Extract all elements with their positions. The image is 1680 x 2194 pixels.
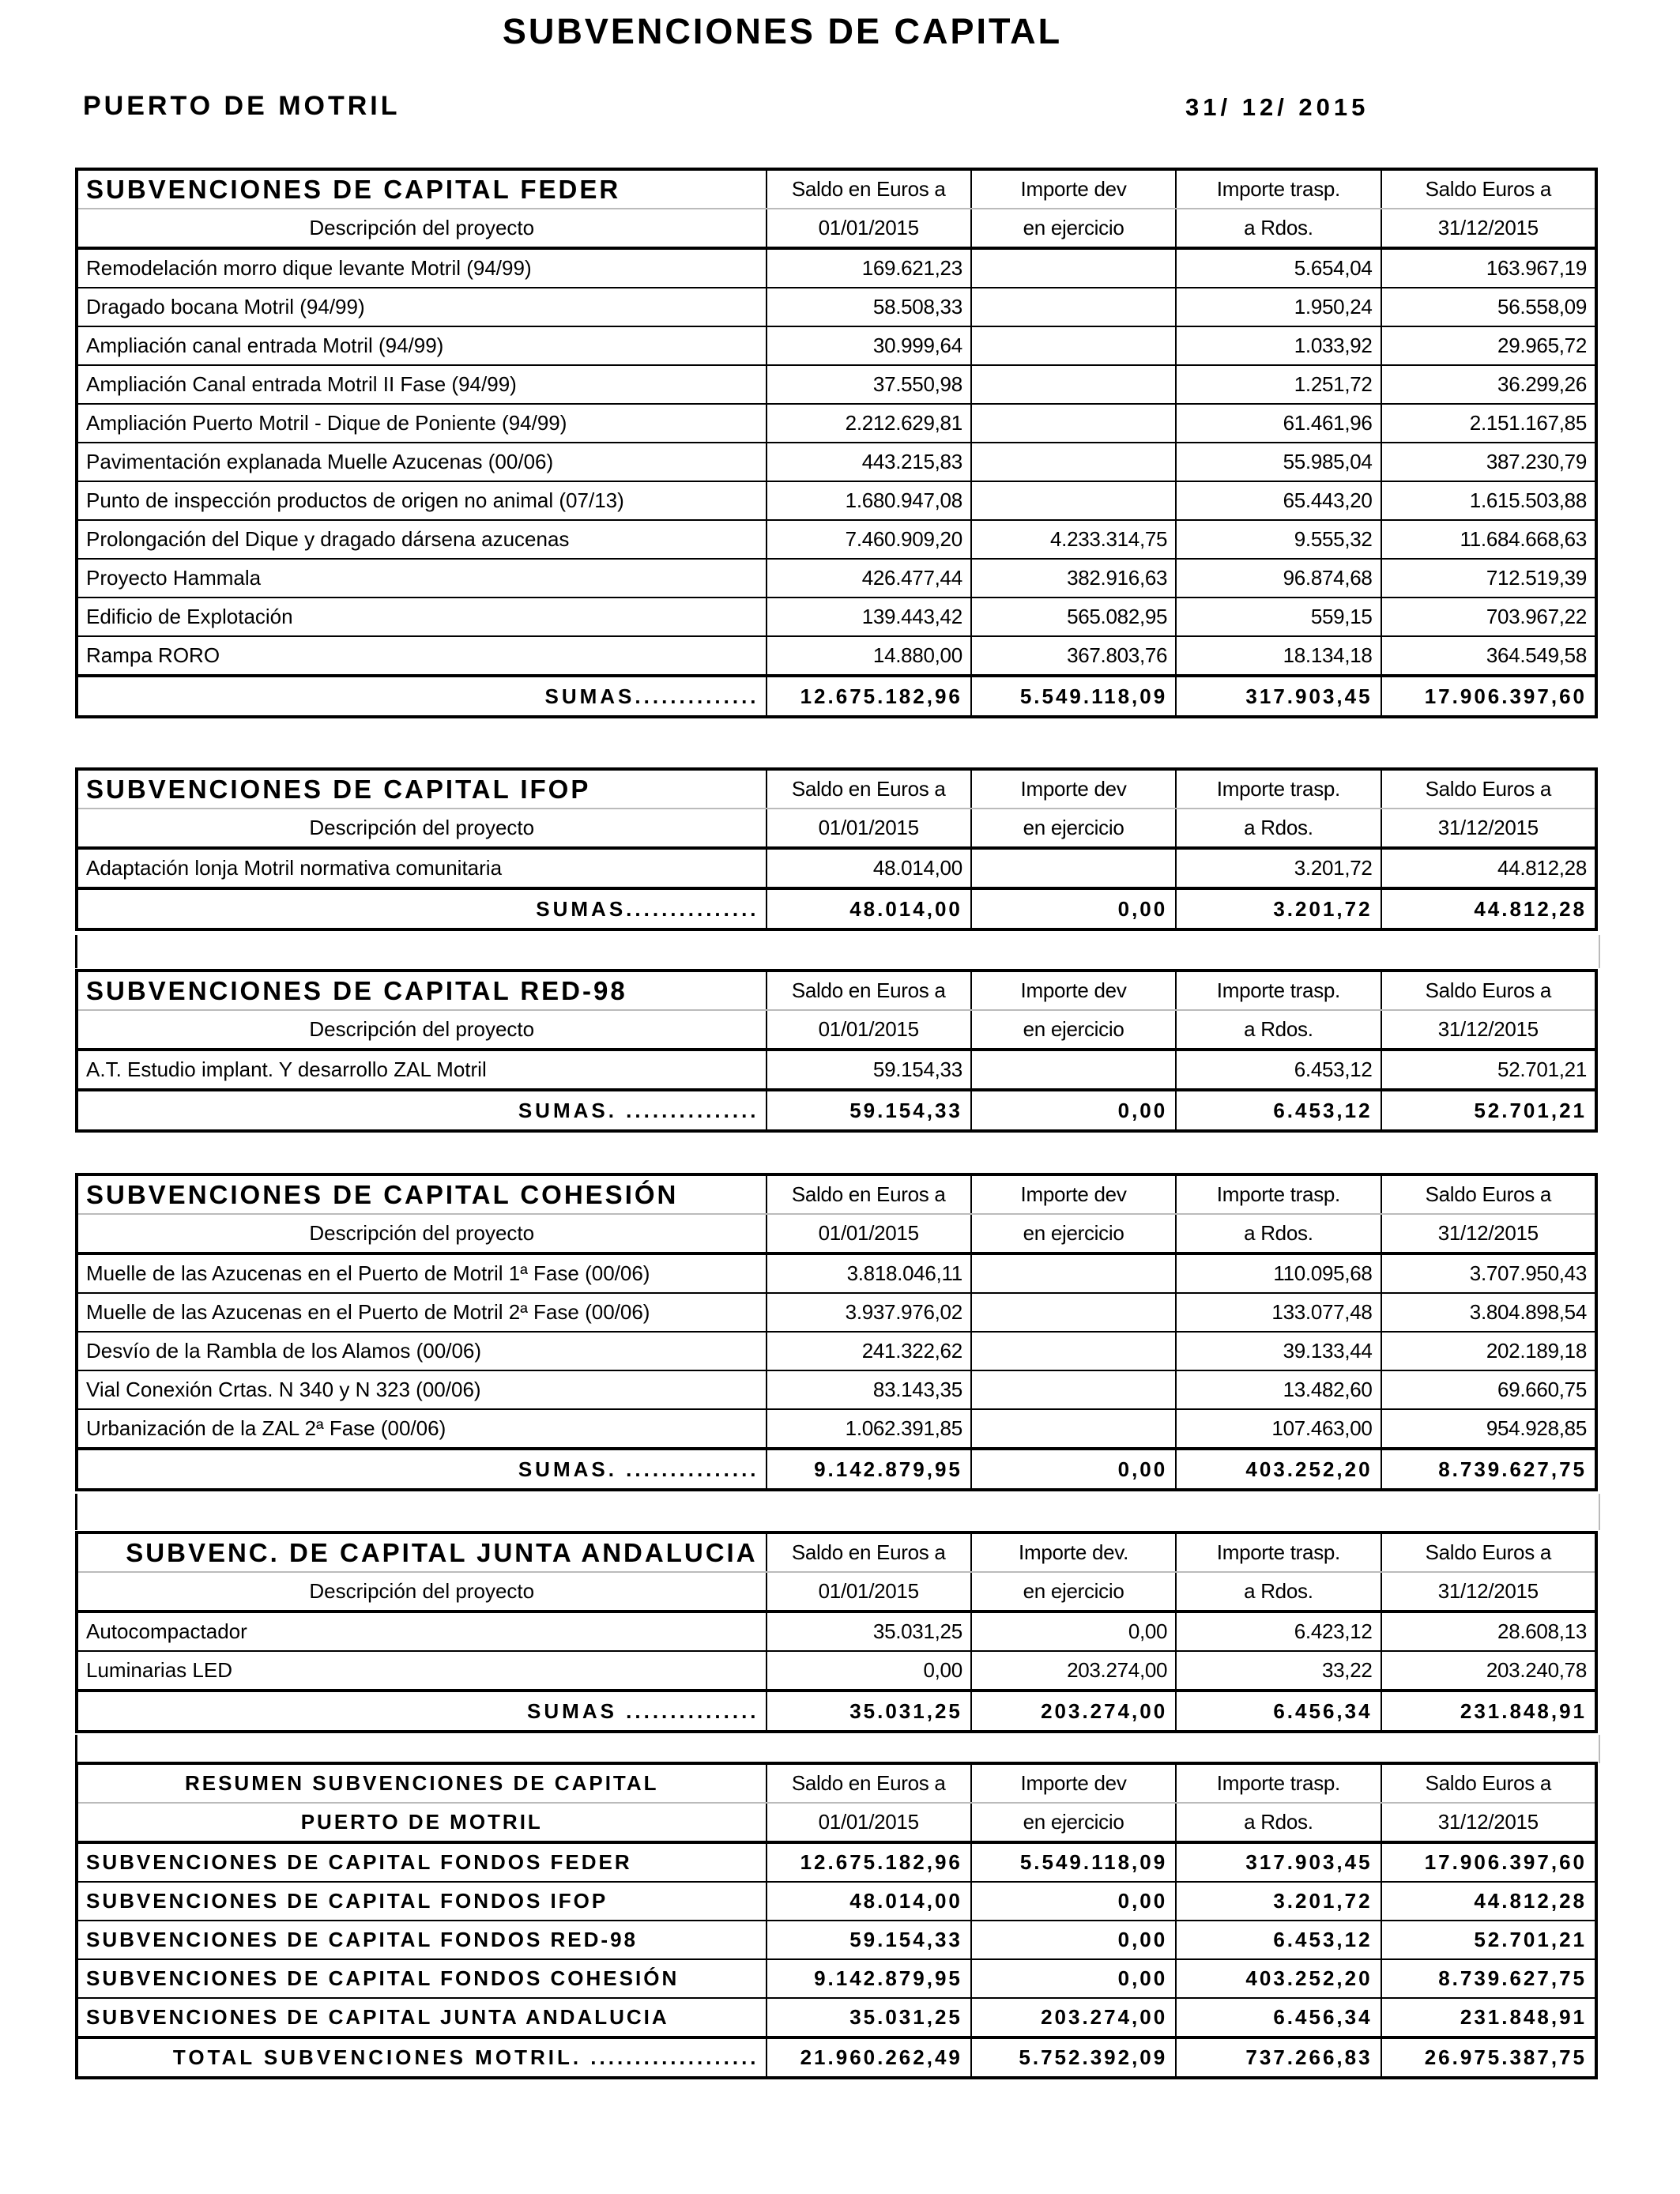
- importe-trasp-cell: 317.903,45: [1176, 1842, 1381, 1882]
- sums-row: [77, 1449, 1596, 1490]
- importe-trasp-cell: 3.201,72: [1176, 848, 1381, 888]
- header-row-2: [77, 1803, 1596, 1842]
- fund-name: SUBVENCIONES DE CAPITAL FONDOS COHESIÓN: [77, 1959, 767, 1998]
- trasp-header: Importe trasp.: [1176, 1532, 1381, 1572]
- section-title: SUBVENCIONES DE CAPITAL RED-98: [77, 971, 767, 1010]
- dev-header: Importe dev: [971, 1763, 1176, 1803]
- header-row-1: [77, 971, 1596, 1010]
- saldo-final-header: Saldo Euros a: [1381, 971, 1596, 1010]
- header-row-2: [77, 209, 1596, 248]
- saldo-header: Saldo en Euros a: [767, 1763, 971, 1803]
- importe-dev-cell: [971, 1253, 1176, 1293]
- importe-trasp-cell: 1.950,24: [1176, 288, 1381, 326]
- column-subheader: en ejercicio: [971, 809, 1176, 848]
- table-row: [77, 636, 1596, 676]
- project-description: Autocompactador: [77, 1612, 767, 1651]
- importe-dev-cell: [971, 443, 1176, 481]
- project-description: Vial Conexión Crtas. N 340 y N 323 (00/06): [77, 1370, 767, 1409]
- table-row: [77, 288, 1596, 326]
- saldo-inicial-cell: 48.014,00: [767, 848, 971, 888]
- column-subheader: a Rdos.: [1176, 1010, 1381, 1050]
- trasp-header: Importe trasp.: [1176, 971, 1381, 1010]
- column-subheader: a Rdos.: [1176, 209, 1381, 248]
- sum-saldo-inicial-cell: 12.675.182,96: [767, 676, 971, 717]
- column-subheader: 31/12/2015: [1381, 1572, 1596, 1612]
- sums-label: SUMAS...............: [77, 888, 767, 929]
- total-row: [77, 2038, 1596, 2078]
- saldo-inicial-cell: 0,00: [767, 1651, 971, 1691]
- entity-name: PUERTO DE MOTRIL: [83, 91, 401, 121]
- section-table: [75, 1531, 1598, 1733]
- saldo-inicial-cell: 1.680.947,08: [767, 481, 971, 520]
- saldo-final-cell: 17.906.397,60: [1381, 1842, 1596, 1882]
- table-row: [77, 1253, 1596, 1293]
- summary-section: [75, 1762, 1598, 2079]
- saldo-inicial-cell: 1.062.391,85: [767, 1409, 971, 1449]
- project-description: Dragado bocana Motril (94/99): [77, 288, 767, 326]
- sum-saldo-final-cell: 52.701,21: [1381, 1090, 1596, 1131]
- header-row-1: [77, 769, 1596, 809]
- importe-dev-cell: 203.274,00: [971, 1651, 1176, 1691]
- saldo-final-cell: 69.660,75: [1381, 1370, 1596, 1409]
- total-importe-dev-cell: 5.752.392,09: [971, 2038, 1176, 2078]
- saldo-final-cell: 3.707.950,43: [1381, 1253, 1596, 1293]
- sum-importe-dev-cell: 0,00: [971, 1090, 1176, 1131]
- total-importe-trasp-cell: 737.266,83: [1176, 2038, 1381, 2078]
- column-subheader: en ejercicio: [971, 1214, 1176, 1253]
- column-subheader: 31/12/2015: [1381, 1214, 1596, 1253]
- table-row: [77, 248, 1596, 288]
- sums-label: SUMAS ...............: [77, 1691, 767, 1732]
- project-description: Muelle de las Azucenas en el Puerto de Motril 1ª Fase (00/06): [77, 1253, 767, 1293]
- sums-label: SUMAS. ...............: [77, 1090, 767, 1131]
- importe-trasp-cell: 96.874,68: [1176, 559, 1381, 598]
- section-title: SUBVENCIONES DE CAPITAL COHESIÓN: [77, 1174, 767, 1214]
- sum-importe-dev-cell: 0,00: [971, 888, 1176, 929]
- table-row: [77, 559, 1596, 598]
- summary-subtitle: PUERTO DE MOTRIL: [77, 1803, 767, 1842]
- column-subheader: 01/01/2015: [767, 1010, 971, 1050]
- importe-dev-cell: [971, 365, 1176, 404]
- saldo-header: Saldo en Euros a: [767, 769, 971, 809]
- saldo-final-header: Saldo Euros a: [1381, 769, 1596, 809]
- description-header: Descripción del proyecto: [77, 1010, 767, 1050]
- saldo-header: Saldo en Euros a: [767, 971, 971, 1010]
- saldo-final-cell: 954.928,85: [1381, 1409, 1596, 1449]
- saldo-inicial-cell: 59.154,33: [767, 1921, 971, 1959]
- table-row: [77, 481, 1596, 520]
- sum-importe-trasp-cell: 6.453,12: [1176, 1090, 1381, 1131]
- saldo-final-cell: 52.701,21: [1381, 1921, 1596, 1959]
- header-row-1: [77, 1763, 1596, 1803]
- sum-saldo-final-cell: 44.812,28: [1381, 888, 1596, 929]
- section-title: SUBVENC. DE CAPITAL JUNTA ANDALUCIA: [77, 1532, 767, 1572]
- sum-importe-trasp-cell: 6.456,34: [1176, 1691, 1381, 1732]
- section-title: SUBVENCIONES DE CAPITAL IFOP: [77, 769, 767, 809]
- saldo-inicial-cell: 12.675.182,96: [767, 1842, 971, 1882]
- table-row: [77, 1332, 1596, 1370]
- total-label: TOTAL SUBVENCIONES MOTRIL. ...................: [77, 2038, 767, 2078]
- section-table: [75, 969, 1598, 1133]
- column-subheader: a Rdos.: [1176, 1214, 1381, 1253]
- section-ifop: [75, 767, 1598, 931]
- summary-table: [75, 1762, 1598, 2079]
- sums-row: [77, 888, 1596, 929]
- project-description: Edificio de Explotación: [77, 598, 767, 636]
- importe-dev-cell: [971, 1050, 1176, 1090]
- saldo-final-cell: 202.189,18: [1381, 1332, 1596, 1370]
- project-description: Prolongación del Dique y dragado dársena azucenas: [77, 520, 767, 559]
- header-row-2: [77, 809, 1596, 848]
- table-row: [77, 443, 1596, 481]
- table-row: [77, 1612, 1596, 1651]
- saldo-inicial-cell: 139.443,42: [767, 598, 971, 636]
- project-description: Remodelación morro dique levante Motril (94/99): [77, 248, 767, 288]
- trasp-header: Importe trasp.: [1176, 169, 1381, 209]
- saldo-inicial-cell: 443.215,83: [767, 443, 971, 481]
- total-saldo-final-cell: 26.975.387,75: [1381, 2038, 1596, 2078]
- total-saldo-inicial-cell: 21.960.262,49: [767, 2038, 971, 2078]
- column-subheader: 01/01/2015: [767, 1803, 971, 1842]
- section-cohesion: [75, 1173, 1598, 1491]
- sums-label: SUMAS. ...............: [77, 1449, 767, 1490]
- header-row-1: [77, 1174, 1596, 1214]
- importe-trasp-cell: 55.985,04: [1176, 443, 1381, 481]
- dev-header: Importe dev: [971, 971, 1176, 1010]
- column-subheader: a Rdos.: [1176, 809, 1381, 848]
- project-description: Adaptación lonja Motril normativa comunitaria: [77, 848, 767, 888]
- importe-trasp-cell: 6.453,12: [1176, 1050, 1381, 1090]
- saldo-final-cell: 28.608,13: [1381, 1612, 1596, 1651]
- column-subheader: 01/01/2015: [767, 809, 971, 848]
- saldo-final-cell: 52.701,21: [1381, 1050, 1596, 1090]
- section-spacer: [75, 1494, 1600, 1530]
- saldo-final-cell: 8.739.627,75: [1381, 1959, 1596, 1998]
- column-subheader: a Rdos.: [1176, 1572, 1381, 1612]
- importe-dev-cell: [971, 1370, 1176, 1409]
- saldo-inicial-cell: 7.460.909,20: [767, 520, 971, 559]
- importe-dev-cell: [971, 848, 1176, 888]
- importe-trasp-cell: 9.555,32: [1176, 520, 1381, 559]
- sum-saldo-inicial-cell: 59.154,33: [767, 1090, 971, 1131]
- sum-saldo-inicial-cell: 9.142.879,95: [767, 1449, 971, 1490]
- saldo-header: Saldo en Euros a: [767, 1532, 971, 1572]
- importe-trasp-cell: 110.095,68: [1176, 1253, 1381, 1293]
- importe-trasp-cell: 33,22: [1176, 1651, 1381, 1691]
- dev-header: Importe dev: [971, 169, 1176, 209]
- header-row-2: [77, 1214, 1596, 1253]
- project-description: Proyecto Hammala: [77, 559, 767, 598]
- importe-trasp-cell: 61.461,96: [1176, 404, 1381, 443]
- saldo-final-cell: 163.967,19: [1381, 248, 1596, 288]
- column-subheader: en ejercicio: [971, 1803, 1176, 1842]
- sum-importe-trasp-cell: 3.201,72: [1176, 888, 1381, 929]
- saldo-final-header: Saldo Euros a: [1381, 169, 1596, 209]
- saldo-inicial-cell: 3.937.976,02: [767, 1293, 971, 1332]
- sums-row: [77, 1090, 1596, 1131]
- table-row: [77, 1651, 1596, 1691]
- saldo-final-cell: 1.615.503,88: [1381, 481, 1596, 520]
- column-subheader: 31/12/2015: [1381, 209, 1596, 248]
- project-description: Rampa RORO: [77, 636, 767, 676]
- importe-trasp-cell: 559,15: [1176, 598, 1381, 636]
- description-header: Descripción del proyecto: [77, 1572, 767, 1612]
- project-description: Urbanización de la ZAL 2ª Fase (00/06): [77, 1409, 767, 1449]
- saldo-final-header: Saldo Euros a: [1381, 1174, 1596, 1214]
- summary-row: [77, 1921, 1596, 1959]
- importe-dev-cell: 367.803,76: [971, 636, 1176, 676]
- saldo-inicial-cell: 58.508,33: [767, 288, 971, 326]
- project-description: Muelle de las Azucenas en el Puerto de Motril 2ª Fase (00/06): [77, 1293, 767, 1332]
- sum-importe-trasp-cell: 403.252,20: [1176, 1449, 1381, 1490]
- summary-row: [77, 1842, 1596, 1882]
- table-row: [77, 365, 1596, 404]
- importe-trasp-cell: 13.482,60: [1176, 1370, 1381, 1409]
- saldo-inicial-cell: 3.818.046,11: [767, 1253, 971, 1293]
- importe-trasp-cell: 18.134,18: [1176, 636, 1381, 676]
- description-header: Descripción del proyecto: [77, 1214, 767, 1253]
- saldo-inicial-cell: 35.031,25: [767, 1612, 971, 1651]
- project-description: Ampliación canal entrada Motril (94/99): [77, 326, 767, 365]
- table-row: [77, 598, 1596, 636]
- column-subheader: 01/01/2015: [767, 209, 971, 248]
- sum-importe-dev-cell: 0,00: [971, 1449, 1176, 1490]
- column-subheader: 01/01/2015: [767, 1572, 971, 1612]
- fund-name: SUBVENCIONES DE CAPITAL FONDOS IFOP: [77, 1882, 767, 1921]
- report-date: 31/ 12/ 2015: [1185, 93, 1369, 121]
- importe-trasp-cell: 403.252,20: [1176, 1959, 1381, 1998]
- fund-name: SUBVENCIONES DE CAPITAL JUNTA ANDALUCIA: [77, 1998, 767, 2038]
- dev-header: Importe dev: [971, 769, 1176, 809]
- saldo-final-cell: 231.848,91: [1381, 1998, 1596, 2038]
- header-row-2: [77, 1010, 1596, 1050]
- description-header: Descripción del proyecto: [77, 809, 767, 848]
- saldo-final-cell: 364.549,58: [1381, 636, 1596, 676]
- column-subheader: en ejercicio: [971, 209, 1176, 248]
- saldo-header: Saldo en Euros a: [767, 1174, 971, 1214]
- sum-importe-dev-cell: 203.274,00: [971, 1691, 1176, 1732]
- column-subheader: 31/12/2015: [1381, 1803, 1596, 1842]
- saldo-inicial-cell: 30.999,64: [767, 326, 971, 365]
- dev-header: Importe dev.: [971, 1532, 1176, 1572]
- saldo-final-cell: 3.804.898,54: [1381, 1293, 1596, 1332]
- sums-label: SUMAS..............: [77, 676, 767, 717]
- trasp-header: Importe trasp.: [1176, 769, 1381, 809]
- section-title: SUBVENCIONES DE CAPITAL FEDER: [77, 169, 767, 209]
- importe-dev-cell: 5.549.118,09: [971, 1842, 1176, 1882]
- importe-trasp-cell: 65.443,20: [1176, 481, 1381, 520]
- project-description: A.T. Estudio implant. Y desarrollo ZAL Motril: [77, 1050, 767, 1090]
- saldo-inicial-cell: 37.550,98: [767, 365, 971, 404]
- summary-row: [77, 1882, 1596, 1921]
- importe-trasp-cell: 133.077,48: [1176, 1293, 1381, 1332]
- importe-trasp-cell: 6.453,12: [1176, 1921, 1381, 1959]
- table-row: [77, 326, 1596, 365]
- importe-trasp-cell: 107.463,00: [1176, 1409, 1381, 1449]
- importe-dev-cell: [971, 481, 1176, 520]
- fund-name: SUBVENCIONES DE CAPITAL FONDOS FEDER: [77, 1842, 767, 1882]
- saldo-final-cell: 703.967,22: [1381, 598, 1596, 636]
- importe-dev-cell: 203.274,00: [971, 1998, 1176, 2038]
- sums-row: [77, 676, 1596, 717]
- saldo-final-cell: 387.230,79: [1381, 443, 1596, 481]
- project-description: Desvío de la Rambla de los Alamos (00/06): [77, 1332, 767, 1370]
- project-description: Ampliación Canal entrada Motril II Fase (94/99): [77, 365, 767, 404]
- importe-dev-cell: 0,00: [971, 1612, 1176, 1651]
- importe-dev-cell: [971, 404, 1176, 443]
- importe-trasp-cell: 1.251,72: [1176, 365, 1381, 404]
- table-row: [77, 404, 1596, 443]
- table-row: [77, 1370, 1596, 1409]
- importe-dev-cell: [971, 288, 1176, 326]
- importe-trasp-cell: 5.654,04: [1176, 248, 1381, 288]
- section-feder: [75, 168, 1598, 718]
- saldo-final-cell: 36.299,26: [1381, 365, 1596, 404]
- table-row: [77, 848, 1596, 888]
- saldo-final-header: Saldo Euros a: [1381, 1532, 1596, 1572]
- saldo-final-cell: 712.519,39: [1381, 559, 1596, 598]
- description-header: Descripción del proyecto: [77, 209, 767, 248]
- sum-importe-dev-cell: 5.549.118,09: [971, 676, 1176, 717]
- section-spacer: [75, 1735, 1600, 1763]
- sum-saldo-final-cell: 8.739.627,75: [1381, 1449, 1596, 1490]
- saldo-final-cell: 2.151.167,85: [1381, 404, 1596, 443]
- column-subheader: 31/12/2015: [1381, 1010, 1596, 1050]
- section-table: [75, 1173, 1598, 1491]
- sum-saldo-inicial-cell: 35.031,25: [767, 1691, 971, 1732]
- header-row-2: [77, 1572, 1596, 1612]
- saldo-inicial-cell: 426.477,44: [767, 559, 971, 598]
- saldo-final-cell: 11.684.668,63: [1381, 520, 1596, 559]
- column-subheader: a Rdos.: [1176, 1803, 1381, 1842]
- importe-dev-cell: [971, 248, 1176, 288]
- saldo-final-header: Saldo Euros a: [1381, 1763, 1596, 1803]
- importe-dev-cell: 0,00: [971, 1959, 1176, 1998]
- saldo-inicial-cell: 83.143,35: [767, 1370, 971, 1409]
- section-junta-andalucia: [75, 1531, 1598, 1733]
- column-subheader: 01/01/2015: [767, 1214, 971, 1253]
- saldo-inicial-cell: 169.621,23: [767, 248, 971, 288]
- saldo-header: Saldo en Euros a: [767, 169, 971, 209]
- header-row-1: [77, 169, 1596, 209]
- importe-trasp-cell: 6.456,34: [1176, 1998, 1381, 2038]
- trasp-header: Importe trasp.: [1176, 1763, 1381, 1803]
- importe-dev-cell: 565.082,95: [971, 598, 1176, 636]
- column-subheader: 31/12/2015: [1381, 809, 1596, 848]
- summary-row: [77, 1998, 1596, 2038]
- saldo-inicial-cell: 14.880,00: [767, 636, 971, 676]
- summary-title: RESUMEN SUBVENCIONES DE CAPITAL: [77, 1763, 767, 1803]
- importe-dev-cell: [971, 1332, 1176, 1370]
- fund-name: SUBVENCIONES DE CAPITAL FONDOS RED-98: [77, 1921, 767, 1959]
- importe-trasp-cell: 39.133,44: [1176, 1332, 1381, 1370]
- column-subheader: en ejercicio: [971, 1010, 1176, 1050]
- section-spacer: [75, 935, 1600, 968]
- document-title: SUBVENCIONES DE CAPITAL: [502, 11, 1063, 51]
- saldo-inicial-cell: 241.322,62: [767, 1332, 971, 1370]
- saldo-final-cell: 56.558,09: [1381, 288, 1596, 326]
- importe-dev-cell: [971, 326, 1176, 365]
- sums-row: [77, 1691, 1596, 1732]
- importe-dev-cell: 382.916,63: [971, 559, 1176, 598]
- saldo-inicial-cell: 9.142.879,95: [767, 1959, 971, 1998]
- saldo-inicial-cell: 59.154,33: [767, 1050, 971, 1090]
- importe-dev-cell: [971, 1409, 1176, 1449]
- saldo-final-cell: 203.240,78: [1381, 1651, 1596, 1691]
- table-row: [77, 1293, 1596, 1332]
- importe-dev-cell: [971, 1293, 1176, 1332]
- project-description: Punto de inspección productos de origen no animal (07/13): [77, 481, 767, 520]
- saldo-final-cell: 29.965,72: [1381, 326, 1596, 365]
- saldo-inicial-cell: 2.212.629,81: [767, 404, 971, 443]
- importe-trasp-cell: 1.033,92: [1176, 326, 1381, 365]
- sum-saldo-inicial-cell: 48.014,00: [767, 888, 971, 929]
- saldo-inicial-cell: 48.014,00: [767, 1882, 971, 1921]
- importe-trasp-cell: 6.423,12: [1176, 1612, 1381, 1651]
- project-description: Luminarias LED: [77, 1651, 767, 1691]
- trasp-header: Importe trasp.: [1176, 1174, 1381, 1214]
- saldo-inicial-cell: 35.031,25: [767, 1998, 971, 2038]
- section-table: [75, 767, 1598, 931]
- importe-dev-cell: 0,00: [971, 1921, 1176, 1959]
- project-description: Ampliación Puerto Motril - Dique de Poniente (94/99): [77, 404, 767, 443]
- sum-saldo-final-cell: 231.848,91: [1381, 1691, 1596, 1732]
- saldo-final-cell: 44.812,28: [1381, 1882, 1596, 1921]
- table-row: [77, 520, 1596, 559]
- section-table: [75, 168, 1598, 718]
- header-row-1: [77, 1532, 1596, 1572]
- importe-dev-cell: 0,00: [971, 1882, 1176, 1921]
- importe-dev-cell: 4.233.314,75: [971, 520, 1176, 559]
- table-row: [77, 1050, 1596, 1090]
- sum-saldo-final-cell: 17.906.397,60: [1381, 676, 1596, 717]
- column-subheader: en ejercicio: [971, 1572, 1176, 1612]
- table-row: [77, 1409, 1596, 1449]
- dev-header: Importe dev: [971, 1174, 1176, 1214]
- saldo-final-cell: 44.812,28: [1381, 848, 1596, 888]
- summary-row: [77, 1959, 1596, 1998]
- sum-importe-trasp-cell: 317.903,45: [1176, 676, 1381, 717]
- section-red98: [75, 969, 1598, 1133]
- project-description: Pavimentación explanada Muelle Azucenas (00/06): [77, 443, 767, 481]
- importe-trasp-cell: 3.201,72: [1176, 1882, 1381, 1921]
